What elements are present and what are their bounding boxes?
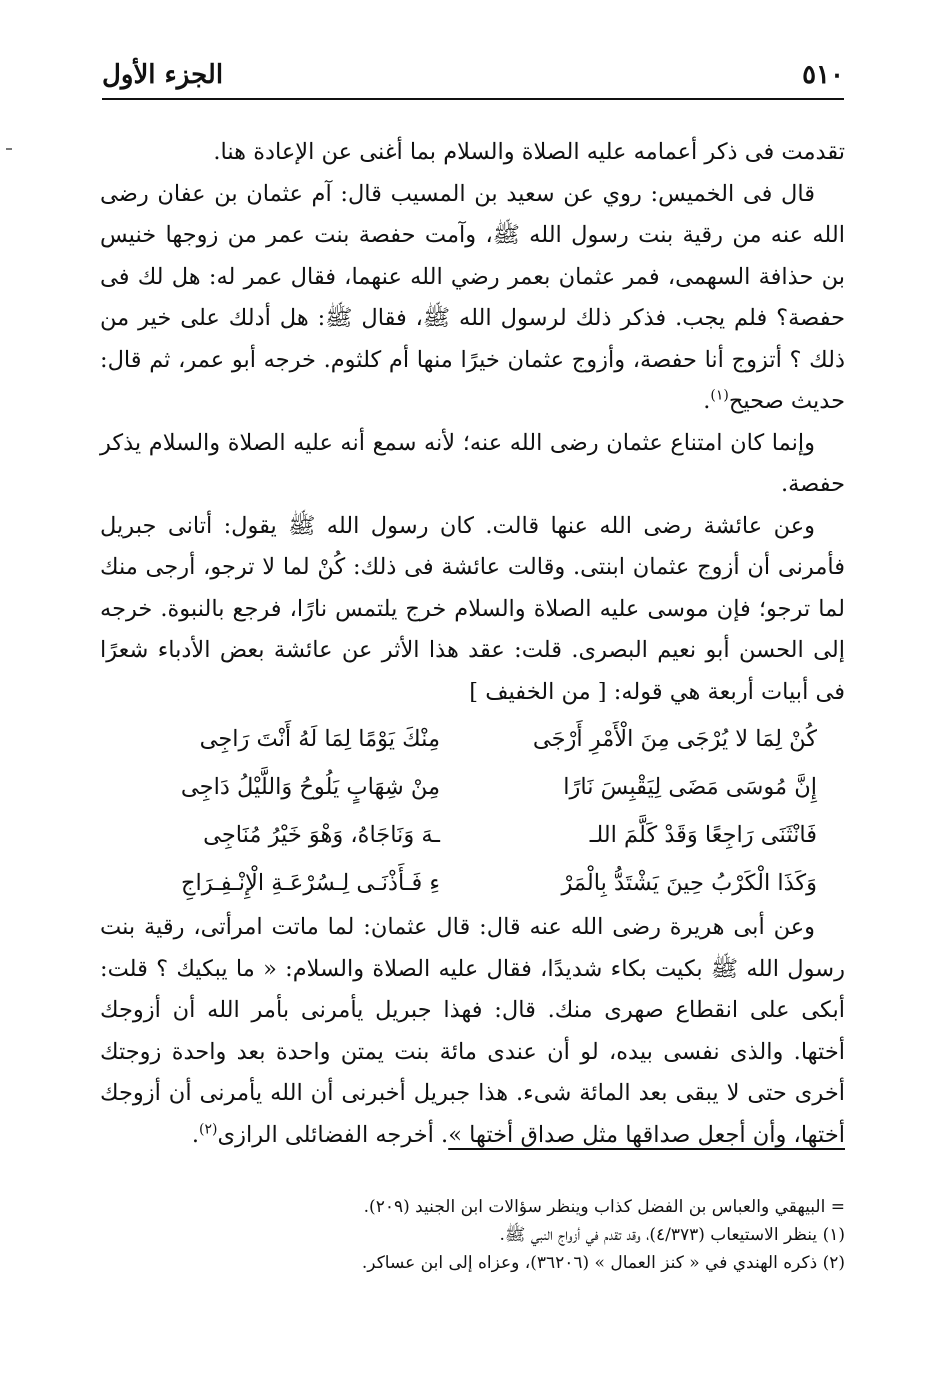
footnotes (140, 1193, 845, 1277)
paragraph-1: تقدمت فى ذكر أعمامه عليه الصلاة والسلام بما أغنى عن الإعادة هنا. (213, 139, 845, 165)
footnote-continuation: = البيهقي والعباس بن الفضل كذاب وينظر سؤالات ابن الجنيد (٢٠٩). (363, 1197, 845, 1217)
scan-mark (6, 148, 12, 150)
verse-second-hemistich: ءِ فَـأَذْنَـى لِـسُرْعَـةِ الْإِنْـفِـرَاجِ (181, 870, 440, 896)
page-number: ٥١٠ (802, 60, 844, 90)
verse-second-hemistich: ـهَ وَنَاجَاهُ، وَهْوَ خَيْرُ مُنَاجِى (203, 822, 440, 848)
footnote-2: (٢) ذكره الهندي في « كنز العمال » (٣٦٢٠٦)، وعزاه إلى ابن عساكر. (361, 1253, 845, 1273)
page-body (100, 132, 845, 1156)
verse-second-hemistich: مِنْكَ يَوْمًا لِمَا لَهُ أَنْتَ رَاجِى (199, 726, 440, 752)
poem (100, 715, 845, 907)
paragraph-2: قال فى الخميس: روي عن سعيد بن المسيب قال: آم عثمان بن عفان رضى الله عنه من رقية بنت رسول الله ﷺ، وآمت حفصة بنت عمر من زوجها خنيس بن حذافة السهمى، فمر عثمان بعمر رضي الله عنهما، فقال عمر له: هل لك فى حفصة؟ فلم يجب. فذكر ذلك لرسول الله ﷺ، فقال ﷺ: هل أدلك على خير من ذلك ؟ أتزوج أنا حفصة، وأزوج عثمان خيرًا منها أم كلثوم. خرجه أبو عمر، ثم قال: حديث صحيح$^{(١)}$. (100, 180, 845, 414)
poem-verse (100, 763, 845, 811)
paragraph-5: وعن أبى هريرة رضى الله عنه قال: قال عثمان: لما ماتت امرأتى، رقية بنت رسول الله ﷺ بكيت بكاء شديدًا، فقال عليه الصلاة والسلام: « ما يبكيك ؟ قلت: أبكى على انقطاع صهرى منك. قال: فهذا جبريل يأمرنى بأمر الله أن أزوجك أختها. والذى نفسى بيده، لو أن عندى مائة بنت يمتن واحدة بعد واحدة زوجتك أخرى حتى لا يبقى بعد المائة شىء. هذا جبريل أخبرنى أن الله يأمرنى أن أزوجك أختها، وأن أجعل صداقها مثل صداق أختها ». أخرجه الفضائلى الرازى$^{(٢)}$. (100, 914, 845, 1148)
verse-second-hemistich: مِنْ شِهَابٍ يَلُوحُ وَاللَّيْلُ دَاجِى (180, 774, 440, 800)
verse-first-hemistich: فَانْثَنَى رَاجِعًا وَقَدْ كَلَّمَ اللـ (589, 822, 817, 848)
paragraph-3: وإنما كان امتناع عثمان رضى الله عنه؛ لأنه سمع أنه عليه الصلاة والسلام يذكر حفصة. (100, 429, 845, 497)
page-header (102, 58, 844, 100)
poem-verse (100, 811, 845, 859)
verse-first-hemistich: إِنَّ مُوسَى مَضَى لِيَقْبِسَ نَارًا (563, 774, 817, 800)
paragraph-4: وعن عائشة رضى الله عنها قالت. كان رسول الله ﷺ يقول: أتانى جبريل فأمرنى أن أزوج عثمان ابنتى. وقالت عائشة فى ذلك: كُنْ لما لا ترجو، أرجى منك لما ترجو؛ فإن موسى عليه الصلاة والسلام خرج يلتمس نارًا، فرجع بالنبوة. خرجه إلى الحسن أبو نعيم البصرى. قلت: عقد هذا الأثر عن عائشة بعض الأدباء شعرًا فى أبيات أربعة هي قوله: [ من الخفيف ] (100, 512, 845, 705)
verse-first-hemistich: كُنْ لِمَا لا يُرْجَى مِنَ الْأَمْرِ أَرْجَى (532, 726, 817, 752)
footnote-ref-2[interactable]: (٢) (199, 1121, 218, 1137)
footnote-ref-1[interactable]: (١) (710, 387, 729, 404)
footnote-1: (١) ينظر الاستيعاب (٤/٣٧٣)، وقد تقدم في أزواج النبي ﷺ. (499, 1225, 845, 1245)
poem-verse (100, 859, 845, 907)
underlined-text: أختها، وأن أجعل صداقها مثل صداق أختها » (448, 1121, 845, 1148)
running-title: الجزء الأول (102, 60, 224, 90)
verse-first-hemistich: وَكَذَا الْكَرْبُ حِينَ يَشْتَدُّ بِالْمَرْ (561, 870, 817, 896)
poem-verse (100, 715, 845, 763)
